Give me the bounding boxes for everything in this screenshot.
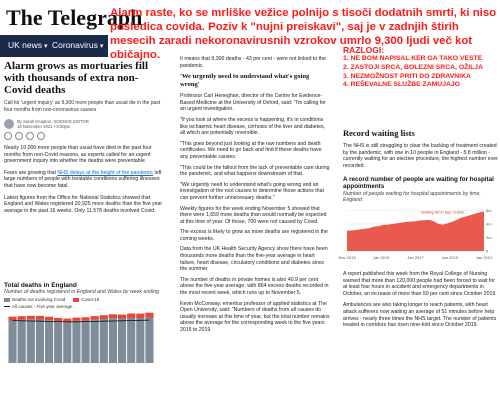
bar-covid [72,318,80,321]
waiting-list-area [347,211,484,251]
nav-coronavirus[interactable] [52,40,103,50]
spacer [343,90,498,128]
twitter-icon[interactable] [15,132,23,140]
bar-covid [82,317,90,320]
paragraph: The number of deaths in private homes is also 40.9 per cent above the five-year average, with 864 excess deaths recorded in the most recent week, which runs up to November 5. [180,276,329,297]
bar-covid [118,315,126,319]
bar-non-covid [118,319,126,363]
right-column [338,45,498,329]
paragraph: Ambulances are also taking longer to reach patients, with heart attack sufferers now waiting an average of 51 minutes before help arrives - nearly three times the NHS target. The number of patients treated in corridors has risen nine-fold since October 2019. [343,302,497,329]
bar-non-covid [27,319,35,363]
article-standfirst: Call for 'urgent inquiry' as 9,300 more people than usual die in the past four months from non-coronavirus causes [4,100,161,113]
bar-covid [27,316,35,319]
article-subheading: 'We urgently need to understand what's going wrong' [180,73,310,89]
y-tick-label: 4m [486,221,492,227]
y-tick-label: 2m [486,234,492,240]
author-byline[interactable]: By Sarah Knapton, SCIENCE EDITOR [17,119,89,124]
y-tick-label: 6m [486,207,492,213]
email-icon[interactable] [26,132,34,140]
chart-title: Total deaths in England [4,282,77,289]
bar-non-covid [54,321,62,363]
legend-label: Covid-19 [81,297,100,302]
nav-uk-news[interactable] [8,40,48,50]
whatsapp-icon[interactable] [37,132,45,140]
nav-uk-news-label: UK news [8,40,43,50]
x-tick-label: Jan 2019 [441,254,458,260]
paragraph: Nearly 10,000 more people than usual have died in the past four months from non-Covid reasons, as experts called for an urgent government inquiry into whether the deaths were preventable. [4,145,152,165]
share-row [4,132,164,140]
author-avatar [4,119,14,129]
paragraph: Kevin McConway, emeritus professor of applied statistics at The Open University, said: "Numbers of deaths from all causes do usually increase at this time of year, but the total number remains above the average for the corresponding week in the five years 2015 to 2019. [180,300,330,333]
razlog-item: 3. NEZMOŽNOST PRITI DO ZDRAVNIKA [343,72,471,80]
chart-annotation: Waiting list in Sep, 5.83m [421,210,464,215]
bar-covid [54,318,62,321]
legend-swatch [4,298,10,302]
razlog-item: 4. REŠEVALNE SLUŽBE ZAMUJAJO [343,81,460,89]
bar-covid [109,314,117,318]
paragraph: "This could be the fallout from the lack of preventable care during the pandemic, and what happens downstream of that. [180,164,330,178]
bar-non-covid [127,318,135,363]
bar-non-covid [45,320,53,363]
bar-covid [100,315,108,319]
bar-non-covid [82,321,90,363]
razlog-item: 2. ZASTOJI SRCA, BOLEZNI SRCA, OŽILJA [343,63,483,71]
bar-covid [145,313,153,318]
section-nav [0,35,108,57]
y-tick-label: 0 [486,248,489,254]
paragraph: The excess is likely to grow as more deaths are registered in the coming weeks. [180,229,328,242]
paragraph: The NHS is still struggling to clear the backlog of treatment created by the pandemic, with one in 10 people in England - 5.8 million - currently waiting for an elective procedure, the highest number ever recorded. [343,143,498,169]
deaths-chart-plot [4,309,160,369]
section-heading: Record waiting lists [343,128,415,139]
chart-subtitle: Number of people waiting for hospital appointments by time, England [343,190,481,203]
chart-title: A record number of people are waiting for hospital appointments [343,175,494,191]
paragraph: Professor Carl Heneghan, director of the Centre for Evidence-Based Medicine at the University of Oxford, said: "I'm calling for an urgent investigation. [180,93,326,113]
paragraph: Latest figures from the Office for National Statistics showed that England and Wales registered 20,925 more deaths than the five year average in the past 16 weeks. Only 11,578 deaths involved Covid. [4,194,163,214]
article-title: Alarm grows as mortuaries fill with thousands of extra non-Covid deaths [4,60,148,96]
bar-non-covid [136,318,144,363]
waiting-list-plot [338,203,498,261]
paragraph: "If you look at where the excess is happening, it's in conditions like ischaemic heart disease, cirrhosis of the liver and diabetes, all which are potentially reversible. [180,116,326,137]
paragraph: "This goes beyond just looking at the raw numbers and death certificates. We need to go back and find if these deaths have any preventable causes. [180,140,322,160]
legend-swatch [4,306,10,307]
bar-non-covid [145,318,153,364]
chart-legend [4,297,160,302]
facebook-icon[interactable] [4,132,12,140]
bar-covid [9,317,17,321]
bar-covid [36,316,44,320]
bar-non-covid [72,321,80,363]
byline-row [4,119,164,129]
byline-block [17,119,89,129]
middle-column [180,52,330,334]
publish-date: 16 November 2021 • 8:00pm [17,124,71,129]
bar-non-covid [109,318,117,363]
chevron-down-icon: ▾ [99,43,104,50]
masthead-logo[interactable]: The Telegraph [6,5,143,30]
bar-non-covid [63,321,71,363]
bar-non-covid [100,319,108,363]
x-tick-label: Jan 2021 [475,254,493,260]
article-link[interactable]: NHS delays at the height of the pandemic [57,169,154,176]
x-tick-label: Jan 2017 [407,254,424,260]
paragraph: "We urgently need to understand what's going wrong and an investigation of the root causes to determine those actions that can prevent further unnecessary deaths." [180,181,324,201]
bar-non-covid [9,321,17,363]
legend-item [73,297,99,302]
paragraph: Data from the UK Health Security Agency show there have been thousands more deaths than the five-year average in heart failure, heart disease, circulatory conditions and diabetes since the summer. [180,246,328,273]
legend-item [4,297,65,302]
paragraph: It means that 9,300 deaths - 43 per cent - were not linked to the pandemic. [180,56,326,69]
legend-label: Deaths not involving Covid [12,297,66,302]
x-tick-label: Jan 2015 [373,254,390,260]
chevron-down-icon: ▾ [44,43,48,50]
bar-covid [45,317,53,320]
paragraph: Weekly figures for the week ending November 5 showed that there were 1,659 more deaths than would normally be expected at this time of year. Of those, 700 were not caused by Covid. [180,205,327,225]
chart-subtitle: Number of deaths registered in England and Wales by week ending [4,289,160,295]
deaths-chart [4,282,160,374]
nav-coronavirus-label: Coronavirus [52,40,98,50]
bar-non-covid [18,320,26,363]
razlog-item: 1. NE BOM NAPISAL KER GA TAKO VESTE [343,55,483,62]
paragraph: Fears are growing that NHS delays at the height of the pandemic left large numbers of people with treatable conditions suffering illnesses that have now become fatal. [4,169,162,189]
legend-swatch [73,298,79,302]
bar-non-covid [36,319,44,363]
bar-covid [127,314,135,318]
waiting-list-chart [338,175,498,266]
legend-label: All causes - Five year average [12,304,73,309]
razlogi-title: RAZLOGI: [343,45,385,55]
bar-covid [136,314,144,319]
bar-covid [18,316,26,320]
middle-paragraphs [180,93,330,333]
left-column [4,60,164,214]
bar-non-covid [91,320,99,363]
bar-covid [63,319,71,322]
overlay-headline: Alarm raste, ko se mrliške vežice polnijo s tisoči dodatnih smrti, ki niso posledica covida. Poziv k "nujni preiskavi", saj je v zadnjih štirih mesecih zaradi nekoronavirusnih vzrokov umrlo 9,300 ljudi več kot običajno. [110,7,497,61]
x-tick-label: Nov 2013 [338,254,356,260]
bar-covid [91,316,99,320]
paragraph: A report published this week from the Royal College of Nursing warned that more than 120,000 people had been forced to wait for at least four hours in accident and emergency departments in October, an increase of more than 50 per cent since October 2019. [343,270,497,297]
